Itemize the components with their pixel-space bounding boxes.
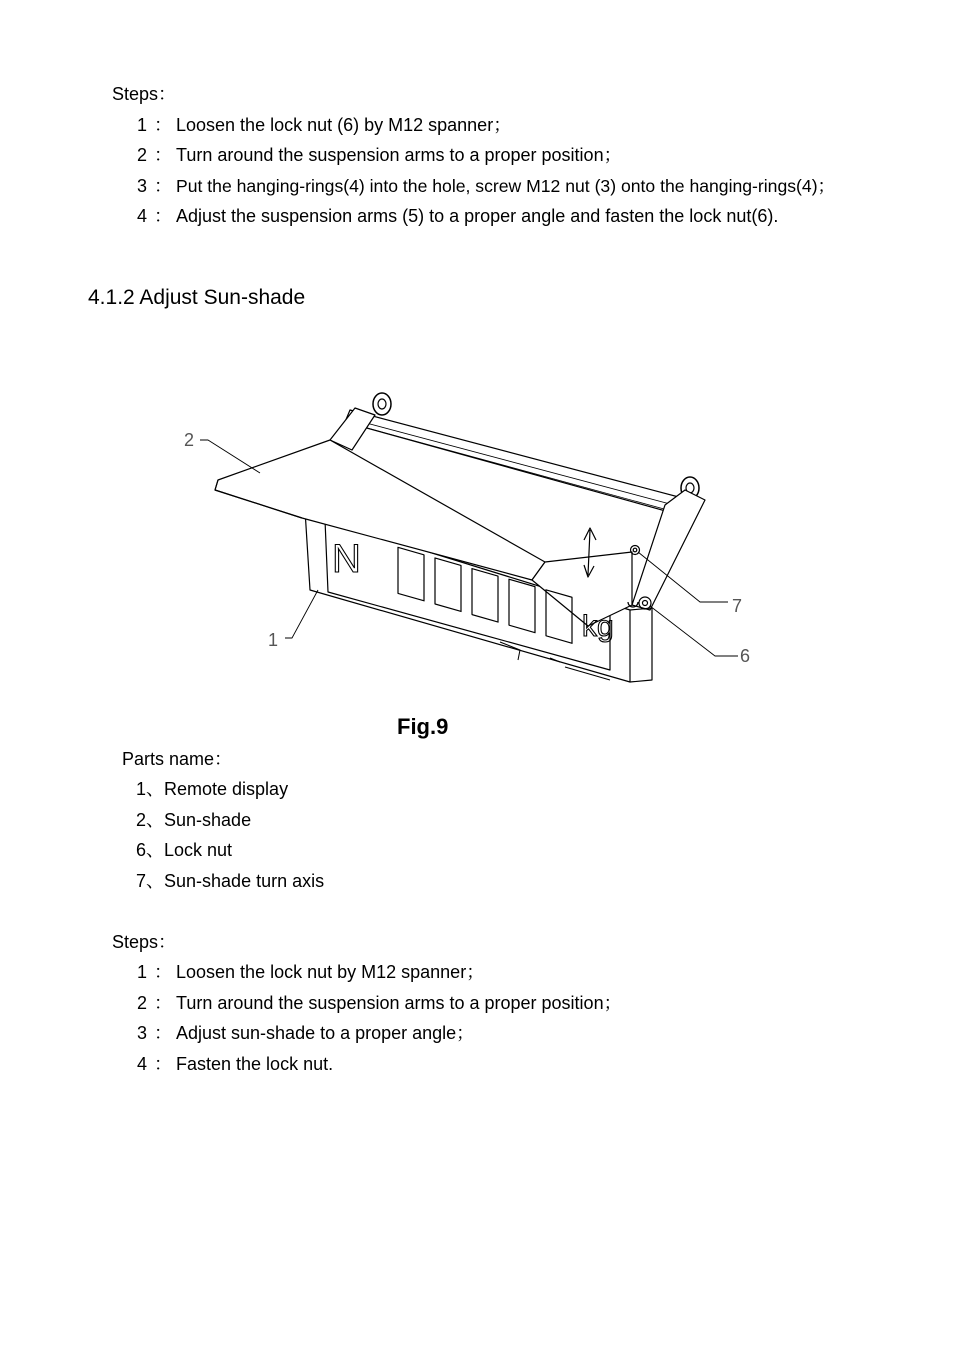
step-separator: ：	[154, 115, 172, 135]
step-number: 3	[137, 1023, 148, 1043]
callout-7: 7	[732, 596, 743, 616]
step-separator: ：	[154, 962, 172, 982]
step-number: 2	[137, 993, 148, 1013]
step-separator: ：	[154, 993, 172, 1013]
step-text: Adjust sun-shade to a proper angle；	[176, 1023, 475, 1043]
step-number: 2	[137, 145, 148, 165]
step-text: Loosen the lock nut (6) by M12 spanner；	[176, 115, 512, 135]
step-separator: ：	[154, 206, 172, 226]
callout-1: 1	[268, 630, 279, 650]
part-item: 6、Lock nut	[136, 840, 233, 860]
step-number: 4	[137, 1054, 148, 1074]
callout-2: 2	[184, 430, 195, 450]
step-text: Loosen the lock nut by M12 spanner；	[176, 962, 485, 982]
display-letter: N	[332, 537, 361, 581]
section-title: 4.1.2 Adjust Sun-shade	[88, 286, 306, 309]
part-item: 1、Remote display	[136, 779, 289, 799]
display-unit: kg	[582, 610, 614, 643]
step-number: 1	[137, 115, 148, 135]
figure-caption: Fig.9	[397, 714, 449, 739]
parts-label: Parts name：	[122, 749, 233, 769]
step-number: 1	[137, 962, 148, 982]
step-text: Fasten the lock nut.	[176, 1054, 334, 1074]
steps-label-top: Steps：	[112, 84, 177, 104]
callout-6: 6	[740, 646, 751, 666]
step-text: Turn around the suspension arms to a proper position；	[176, 993, 622, 1013]
step-number: 3	[137, 176, 148, 196]
step-number: 4	[137, 206, 148, 226]
step-text: Turn around the suspension arms to a proper position；	[176, 145, 622, 165]
step-separator: ：	[154, 1023, 172, 1043]
step-separator: ：	[154, 1054, 172, 1074]
step-separator: ：	[154, 176, 172, 196]
sunshade-diagram	[170, 380, 770, 700]
step-separator: ：	[154, 145, 172, 165]
step-text: Adjust the suspension arms (5) to a proper angle and fasten the lock nut(6).	[176, 206, 779, 226]
steps-label-bottom: Steps：	[112, 932, 177, 952]
part-item: 2、Sun-shade	[136, 810, 252, 830]
part-item: 7、Sun-shade turn axis	[136, 871, 325, 891]
step-text: Put the hanging-rings(4) into the hole, screw M12 nut (3) onto the hanging-rings(4)；	[176, 176, 836, 196]
